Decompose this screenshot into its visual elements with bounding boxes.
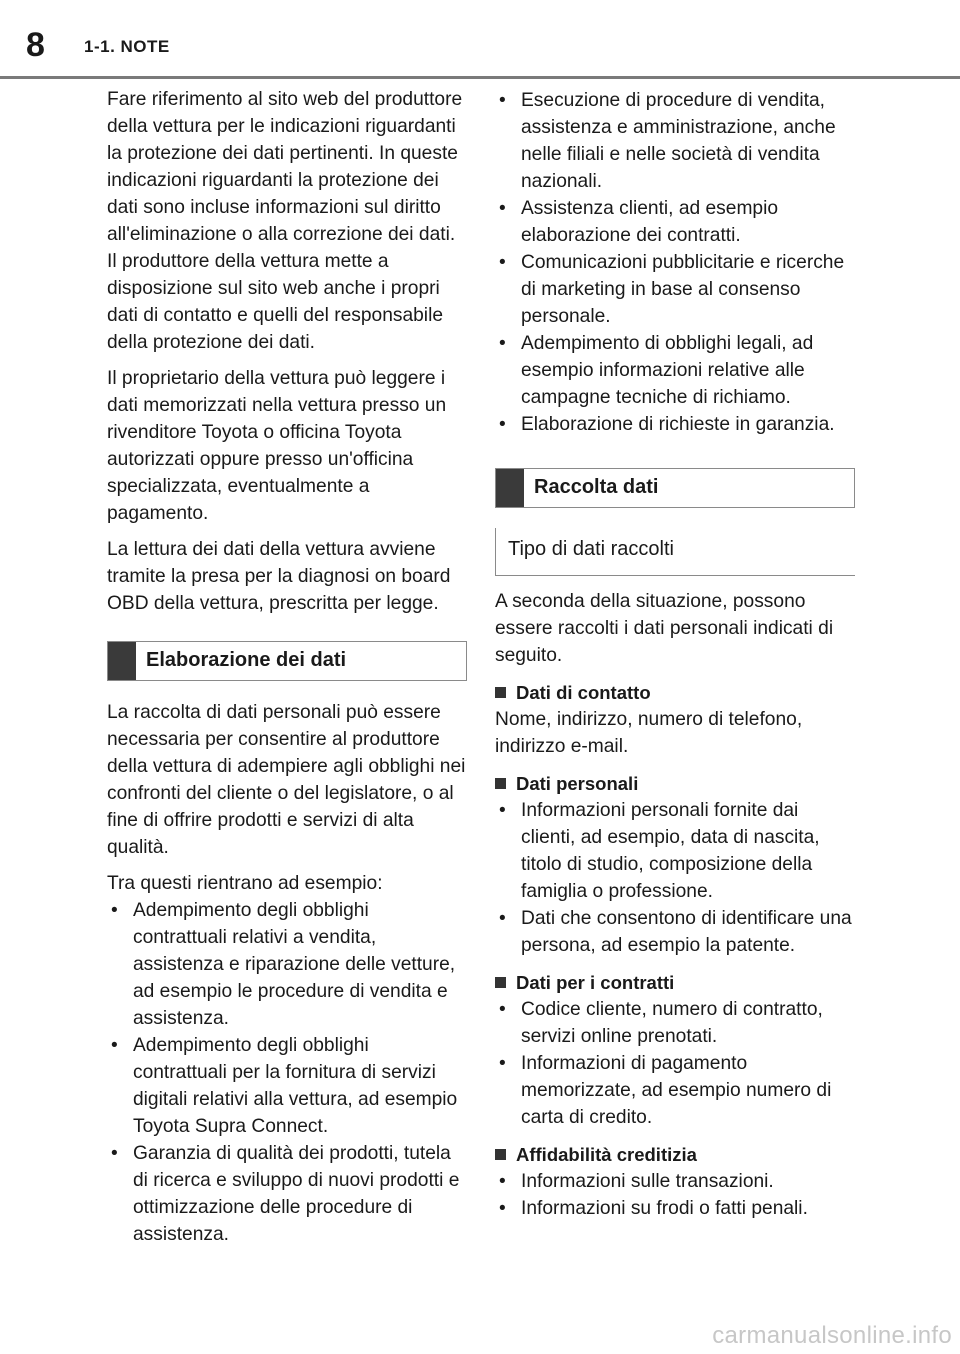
paragraph: Nome, indirizzo, numero di telefono, indirizzo e-mail. xyxy=(495,709,803,757)
heading-marker xyxy=(108,642,136,680)
paragraph: Il proprietario della vettura può leggere i dati memorizzati nella vettura presso un rivenditore Toyota o officina Toyota autorizzati oppure presso un'officina specializzata, eventualmente a pagamento. xyxy=(107,368,447,524)
list-item: • Adempimento degli obblighi contrattuali relativi a vendita, assistenza e riparazione delle vetture, ad esempio le procedure di vendita e assistenza. xyxy=(107,897,467,1032)
paragraph: La raccolta di dati personali può essere necessaria per consentire al produttore della vettura di adempiere agli obblighi nei confronti del cliente o del legislatore, o al fine di offrire prodotti e servizi di alta qualità. xyxy=(107,702,466,858)
section-heading: Elaborazione dei dati xyxy=(146,649,347,671)
data-category-heading: Dati per i contratti xyxy=(495,969,855,996)
left-column xyxy=(107,86,467,1248)
paragraph: Tra questi rientrano ad esempio: xyxy=(107,873,383,894)
bullet-list xyxy=(495,1168,855,1222)
square-bullet-icon xyxy=(495,1149,506,1160)
square-bullet-icon xyxy=(495,778,506,789)
data-category-heading: Affidabilità creditizia xyxy=(495,1141,855,1168)
list-item: • Informazioni su frodi o fatti penali. xyxy=(495,1195,855,1222)
list-item: • Dati che consentono di identificare una persona, ad esempio la patente. xyxy=(495,905,855,959)
bullet-list xyxy=(495,797,855,959)
list-item: • Informazioni personali fornite dai clienti, ad esempio, data di nascita, titolo di studio, composizione della famiglia o professione. xyxy=(495,797,855,905)
right-column xyxy=(495,60,855,1222)
paragraph: Fare riferimento al sito web del produttore della vettura per le indicazioni riguardanti la protezione dei dati pertinenti. In queste indicazioni riguardanti la protezione dei dati sono incluse informazioni sul diritto all'eliminazione o alla correzione dei dati. Il produttore della vettura mette a disposizione sul sito web anche i propri dati di contatto e quelli del responsabile della protezione dei dati. xyxy=(107,89,463,353)
bullet-list xyxy=(107,897,467,1248)
list-item: • Adempimento di obblighi legali, ad esempio informazioni relative alle campagne tecniche di richiamo. xyxy=(495,330,855,411)
list-item: • Adempimento degli obblighi contrattuali per la fornitura di servizi digitali relativi alla vettura, ad esempio Toyota Supra Connect. xyxy=(107,1032,467,1140)
section-heading-box xyxy=(107,641,467,681)
list-item: • Comunicazioni pubblicitarie e ricerche di marketing in base al consenso personale. xyxy=(495,249,855,330)
bullet-list xyxy=(495,60,855,438)
section-heading-box xyxy=(495,468,855,508)
list-item: • Esecuzione di procedure di vendita, assistenza e amministrazione, anche nelle filiali e nelle società di vendita nazionali. xyxy=(495,87,855,195)
page-number: 8 xyxy=(26,26,45,64)
paragraph: A seconda della situazione, possono essere raccolti i dati personali indicati di seguito. xyxy=(495,591,834,666)
section-reference: 1-1. NOTE xyxy=(84,37,170,56)
list-item: • Informazioni di pagamento memorizzate, ad esempio numero di carta di credito. xyxy=(495,1050,855,1131)
list-item: • Assistenza clienti, ad esempio elaborazione dei contratti. xyxy=(495,195,855,249)
data-category-heading: Dati di contatto xyxy=(495,679,855,706)
watermark: carmanualsonline.info xyxy=(712,1322,952,1349)
heading-marker xyxy=(496,469,524,507)
square-bullet-icon xyxy=(495,687,506,698)
list-item: • Informazioni sulle transazioni. xyxy=(495,1168,855,1195)
data-category-heading: Dati personali xyxy=(495,770,855,797)
bullet-list xyxy=(495,996,855,1131)
list-item: • Garanzia di qualità dei prodotti, tutela di ricerca e sviluppo di nuovi prodotti e ottimizzazione delle procedure di assistenza. xyxy=(107,1140,467,1248)
list-item: • Codice cliente, numero di contratto, servizi online prenotati. xyxy=(495,996,855,1050)
subsection-heading: Tipo di dati raccolti xyxy=(508,538,674,560)
section-heading: Raccolta dati xyxy=(534,476,659,498)
square-bullet-icon xyxy=(495,977,506,988)
list-item: • Elaborazione di richieste in garanzia. xyxy=(495,411,855,438)
paragraph: La lettura dei dati della vettura avviene tramite la presa per la diagnosi on board OBD della vettura, prescritta per legge. xyxy=(107,539,451,614)
subsection-heading-box xyxy=(495,528,855,576)
